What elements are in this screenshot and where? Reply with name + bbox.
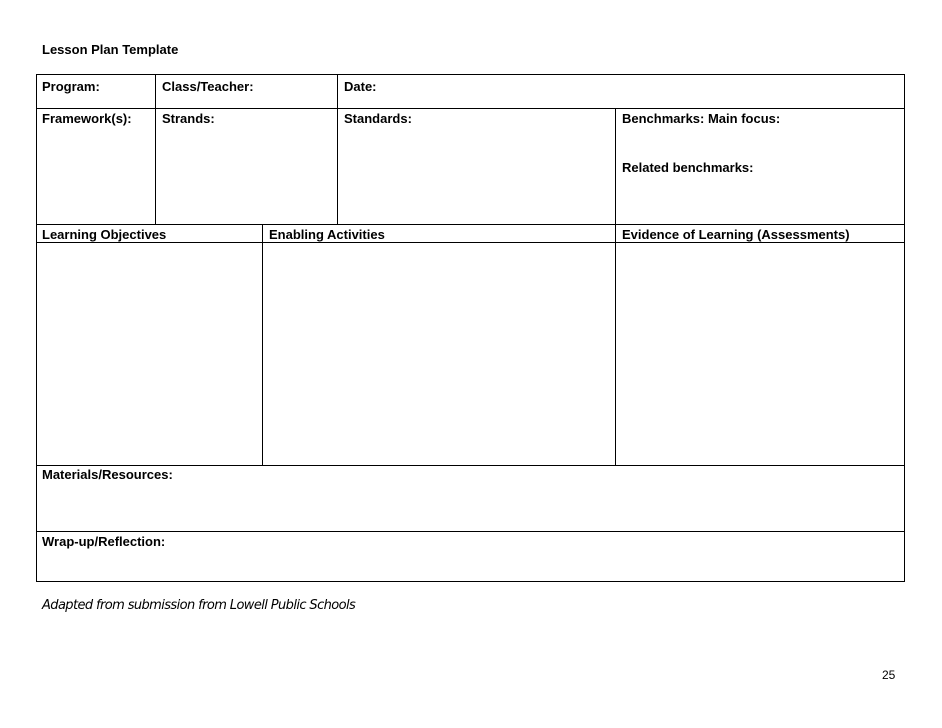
table-border-left [36, 74, 37, 582]
related-benchmarks-label: Related benchmarks: [622, 160, 754, 175]
row-divider [36, 465, 905, 466]
row-divider [36, 108, 905, 109]
row-divider [36, 224, 905, 225]
program-label: Program: [42, 79, 100, 94]
benchmarks-main-focus-label: Benchmarks: Main focus: [622, 111, 781, 126]
row-divider [36, 531, 905, 532]
standards-label: Standards: [344, 111, 412, 126]
column-divider [615, 224, 616, 466]
date-label: Date: [344, 79, 377, 94]
class-teacher-label: Class/Teacher: [162, 79, 254, 94]
strands-label: Strands: [162, 111, 215, 126]
table-border-top [36, 74, 905, 75]
column-divider [615, 108, 616, 225]
learning-objectives-header: Learning Objectives [42, 227, 167, 242]
table-border-right [904, 74, 905, 582]
column-divider [155, 74, 156, 225]
column-divider [337, 74, 338, 225]
source-note: Adapted from submission from Lowell Public Schools [42, 598, 356, 613]
page-number: 25 [882, 668, 896, 682]
page-title: Lesson Plan Template [42, 42, 179, 57]
materials-resources-label: Materials/Resources: [42, 467, 173, 482]
column-divider [262, 224, 263, 466]
frameworks-label: Framework(s): [42, 111, 132, 126]
enabling-activities-header: Enabling Activities [269, 227, 385, 242]
table-border-bottom [36, 581, 905, 582]
wrap-up-reflection-label: Wrap-up/Reflection: [42, 534, 166, 549]
evidence-of-learning-header: Evidence of Learning (Assessments) [622, 227, 850, 242]
